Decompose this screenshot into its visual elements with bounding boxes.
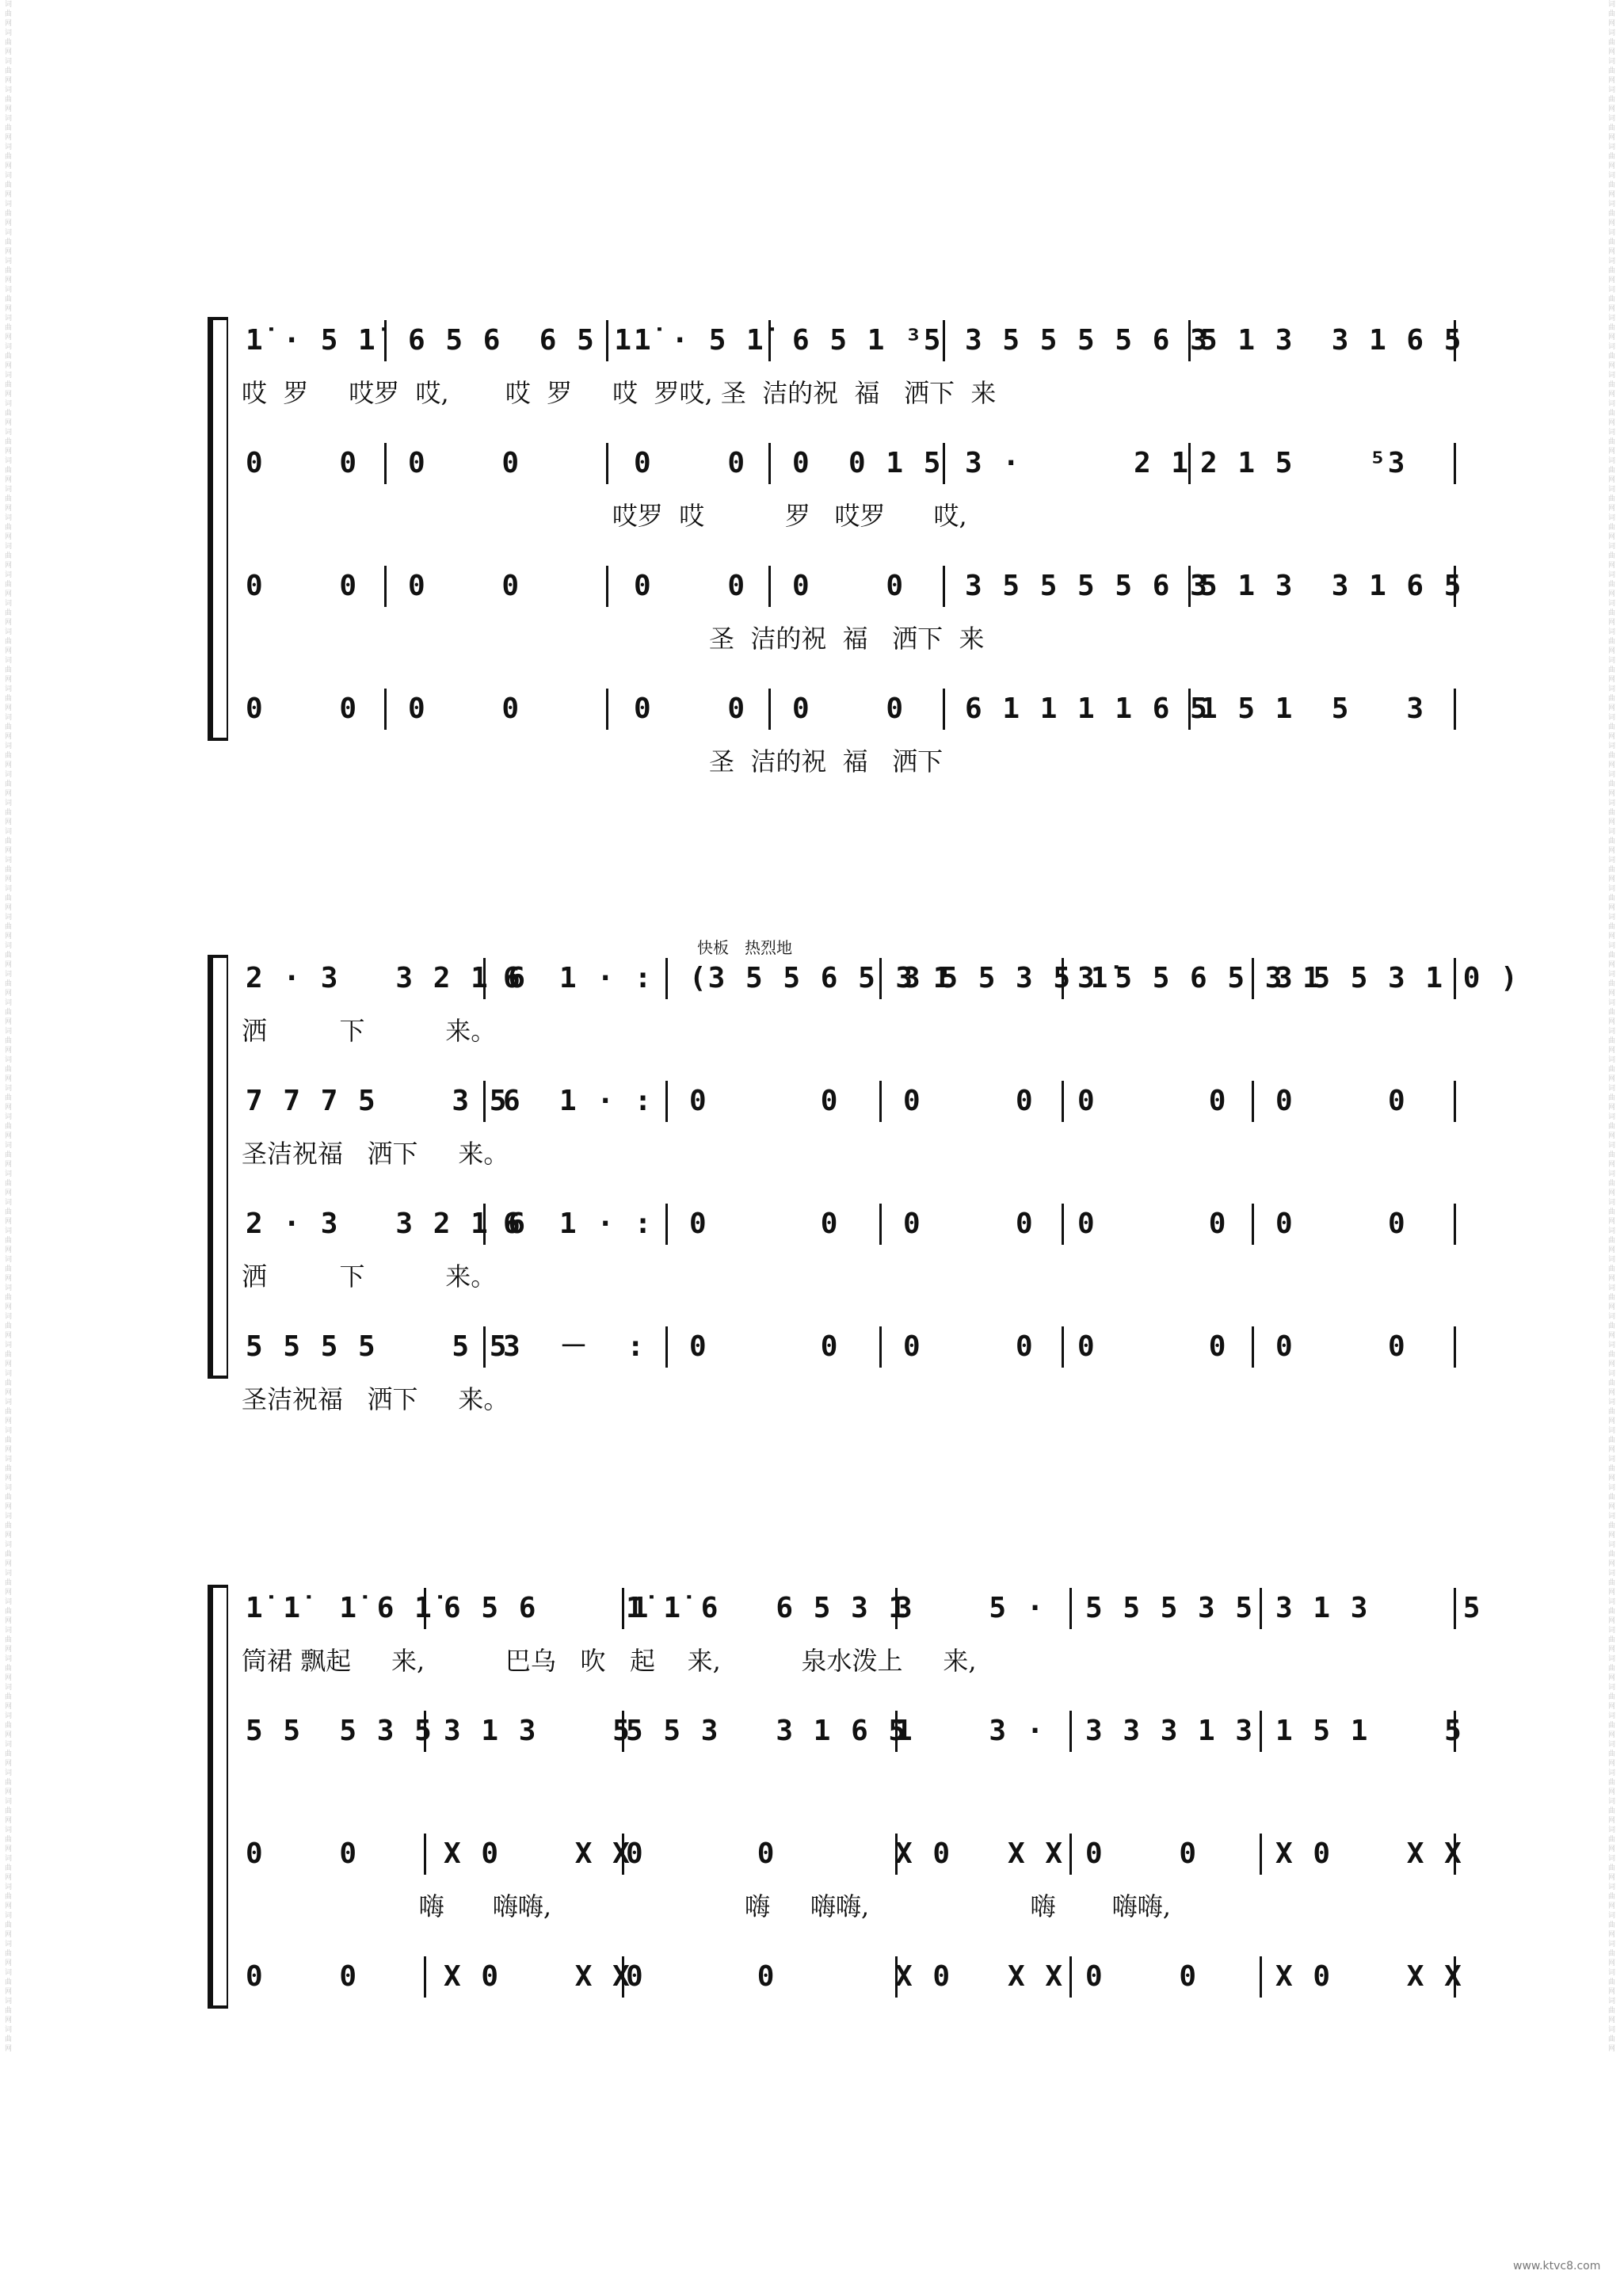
measure-notes: 0 0: [1077, 1208, 1228, 1240]
lyrics-line: 圣 洁的祝 福 洒下 来: [242, 624, 985, 654]
barline: [1062, 1326, 1064, 1368]
barline: [1252, 1326, 1254, 1368]
measure-notes: 5 1 3 3 1 6 5: [1200, 570, 1463, 602]
barline: [1260, 1834, 1262, 1875]
measure-notes: 3 1 3 5: [444, 1715, 631, 1747]
barline: [483, 1204, 486, 1245]
barline: [384, 320, 387, 361]
barline: [1188, 689, 1191, 730]
measure-notes: 2 · 3 3 2 1 6: [246, 1208, 528, 1240]
measure-notes: 0 0: [792, 693, 905, 725]
barline: [1454, 1326, 1456, 1368]
barline: [879, 1326, 882, 1368]
measure-notes: 0 0: [246, 447, 359, 479]
barline: [606, 566, 608, 607]
lyrics-line: 嗨 嗨嗨, 嗨 嗨嗨, 嗨 嗨嗨,: [242, 1891, 1171, 1921]
measure-notes: 0 0: [634, 693, 747, 725]
barline: [1454, 320, 1456, 361]
measure-notes: X 0 X X: [1275, 1837, 1463, 1870]
barline: [1454, 1711, 1456, 1752]
lyrics-line: 圣洁祝福 洒下 来。: [242, 1139, 509, 1169]
score-system: [0, 325, 1624, 816]
measure-notes: 1 3 ·: [895, 1715, 1046, 1747]
measure-notes: 6 5 6 1: [444, 1592, 650, 1624]
barline: [424, 1588, 426, 1629]
measure-notes: 1̇ 1̇ 1̇ 6 1̇: [246, 1592, 433, 1624]
barline: [1062, 1081, 1064, 1122]
barline: [483, 958, 486, 999]
barline: [1454, 1588, 1456, 1629]
measure-notes: 5 5 5 3 5: [1085, 1592, 1255, 1624]
measure-notes: 3 － :: [503, 1330, 646, 1363]
measure-notes: 1̇ · 5 1̇: [246, 324, 377, 357]
measure-notes: 3 1 3 5: [1275, 1592, 1482, 1624]
measure-notes: X 0 X X: [895, 1960, 1065, 1993]
barline: [384, 689, 387, 730]
measure-notes: 6 1 · :: [503, 1208, 654, 1240]
lyrics-line: 哎罗 哎 罗 哎罗 哎,: [242, 501, 967, 531]
measure-notes: 0 0: [903, 1085, 1035, 1117]
site-watermark-logo: www.ktvc8.com: [1513, 2260, 1601, 2272]
barline: [1454, 1956, 1456, 1998]
barline: [384, 443, 387, 484]
measure-notes: 6 1 · :: [503, 1085, 654, 1117]
measure-notes: X 0 X X: [444, 1837, 631, 1870]
barline: [622, 1588, 624, 1629]
lyrics-line: 哎 罗 哎罗 哎, 哎 罗 哎 罗哎, 圣 洁的祝 福 洒下 来: [242, 378, 997, 408]
measure-notes: 0 0: [626, 1960, 776, 1993]
measure-notes: 5 5 5 3 5: [246, 1715, 433, 1747]
score-system: [0, 963, 1624, 1454]
barline: [424, 1711, 426, 1752]
measure-notes: 6 5 1 ³5: [792, 324, 943, 357]
system-bracket-line: [227, 1585, 228, 2009]
barline: [424, 1834, 426, 1875]
barline: [943, 689, 945, 730]
measure-notes: 1̇ · 5 1̇: [634, 324, 765, 357]
barline: [1069, 1956, 1072, 1998]
measure-notes: 0 0: [689, 1208, 840, 1240]
barline: [384, 566, 387, 607]
measure-notes: 1 5 1 5: [1275, 1715, 1463, 1747]
measure-notes: 0 0: [1275, 1085, 1407, 1117]
barline: [1454, 443, 1456, 484]
measure-notes: 5 5 5 5 5 5: [246, 1330, 509, 1363]
barline: [1252, 958, 1254, 999]
barline: [879, 1204, 882, 1245]
measure-notes: 0 0 1 5: [792, 447, 943, 479]
measure-notes: 0 0: [689, 1330, 840, 1363]
measure-notes: 1̇ 1̇ 6 6 5 3 1: [626, 1592, 908, 1624]
barline: [943, 566, 945, 607]
barline: [1069, 1711, 1072, 1752]
measure-notes: 0 0: [246, 693, 359, 725]
side-watermark-left: 词曲网词曲网词曲网词曲网词曲网词曲网词曲网词曲网词曲网词曲网词曲网词曲网词曲网词曲网词曲网词曲网词曲网词曲网词曲网词曲网词曲网词曲网词曲网词曲网词曲网词曲网词曲网词曲网词曲网词曲网词曲网词曲网词曲网词曲网词曲网词曲网词曲网词曲网词曲网词曲网词曲网词曲网词曲网词曲网词曲网词曲网词曲网词曲网词曲网词曲网词曲网词曲网词曲网词曲网词曲网词曲网词曲网词曲网词曲网词曲网词曲网词曲网词曲网词曲网词曲网词曲网词曲网词曲网词曲网词曲网词曲网词曲网: [5, 1, 13, 2053]
barline: [1454, 689, 1456, 730]
barline: [1454, 1834, 1456, 1875]
measure-notes: 0 0: [634, 447, 747, 479]
barline: [1454, 1204, 1456, 1245]
barline: [665, 958, 668, 999]
measure-notes: 3 5 5 3 5 1̇: [903, 962, 1110, 994]
barline: [665, 1204, 668, 1245]
system-bracket: [208, 1585, 224, 2009]
barline: [768, 566, 771, 607]
measure-notes: 6 1 · :: [503, 962, 654, 994]
measure-notes: 0 0: [408, 570, 521, 602]
measure-notes: 0 0: [903, 1330, 1035, 1363]
measure-notes: 3 · 2 1: [965, 447, 1191, 479]
measure-notes: 1 5 1 5 3: [1200, 693, 1426, 725]
barline: [665, 1326, 668, 1368]
lyrics-line: 洒 下 来。: [242, 1261, 497, 1292]
measure-notes: 3 5 5 6 5 3 1: [1077, 962, 1321, 994]
measure-notes: 6 5 6 6 5 1: [408, 324, 634, 357]
measure-notes: 0 0: [1077, 1330, 1228, 1363]
barline: [943, 320, 945, 361]
barline: [1062, 958, 1064, 999]
measure-notes: 7 7 7 5 3 5: [246, 1085, 509, 1117]
measure-notes: X 0 X X: [1275, 1960, 1463, 1993]
barline: [943, 443, 945, 484]
barline: [424, 1956, 426, 1998]
barline: [1062, 1204, 1064, 1245]
barline: [1252, 1204, 1254, 1245]
tempo-marking: 快板 热烈地: [697, 938, 792, 957]
measure-notes: 0 0: [1085, 1960, 1199, 1993]
measure-notes: 0 0: [408, 693, 521, 725]
barline: [879, 1081, 882, 1122]
lyrics-line: 圣 洁的祝 福 洒下: [242, 746, 944, 777]
measure-notes: 3 5 5 5 5 6 3: [965, 324, 1209, 357]
measure-notes: 0 0: [1077, 1085, 1228, 1117]
barline: [768, 320, 771, 361]
barline: [1454, 566, 1456, 607]
measure-notes: 0 0: [903, 1208, 1035, 1240]
barline: [879, 958, 882, 999]
measure-notes: 0 0: [246, 1837, 359, 1870]
barline: [483, 1326, 486, 1368]
barline: [768, 443, 771, 484]
barline: [1188, 443, 1191, 484]
measure-notes: 0 0: [1085, 1837, 1199, 1870]
measure-notes: 0 0: [626, 1837, 776, 1870]
measure-notes: 0 0: [1275, 1208, 1407, 1240]
barline: [1188, 320, 1191, 361]
barline: [606, 320, 608, 361]
barline: [1069, 1588, 1072, 1629]
system-bracket-line: [227, 955, 228, 1379]
system-bracket: [208, 955, 224, 1379]
barline: [1069, 1834, 1072, 1875]
measure-notes: 3 5 ·: [895, 1592, 1046, 1624]
measure-notes: 3 5 5 3 1 0 ): [1275, 962, 1519, 994]
measure-notes: 0 0: [689, 1085, 840, 1117]
barline: [768, 689, 771, 730]
barline: [1260, 1956, 1262, 1998]
barline: [622, 1834, 624, 1875]
measure-notes: 5 5 3 3 1 6 5: [626, 1715, 908, 1747]
barline: [483, 1081, 486, 1122]
lyrics-line: 筒裙 飘起 来, 巴乌 吹 起 来, 泉水泼上 来,: [242, 1646, 977, 1676]
barline: [622, 1711, 624, 1752]
measure-notes: 0 0: [1275, 1330, 1407, 1363]
measure-notes: X 0 X X: [444, 1960, 631, 1993]
measure-notes: X 0 X X: [895, 1837, 1065, 1870]
measure-notes: 0 0: [246, 570, 359, 602]
barline: [1252, 1081, 1254, 1122]
barline: [1454, 958, 1456, 999]
measure-notes: 0 0: [408, 447, 521, 479]
barline: [622, 1956, 624, 1998]
score-system: [0, 1593, 1624, 2084]
measure-notes: 0 0: [246, 1960, 359, 1993]
measure-notes: 0 0: [792, 570, 905, 602]
barline: [1454, 1081, 1456, 1122]
lyrics-line: 圣洁祝福 洒下 来。: [242, 1384, 509, 1414]
barline: [1188, 566, 1191, 607]
barline: [665, 1081, 668, 1122]
measure-notes: 0 0: [634, 570, 747, 602]
measure-notes: (3 5 5 6 5 3 1: [689, 962, 952, 994]
measure-notes: 2 1 5 ⁵3: [1200, 447, 1407, 479]
measure-notes: 3 3 3 1 3: [1085, 1715, 1255, 1747]
measure-notes: 3 5 5 5 5 6 3: [965, 570, 1209, 602]
barline: [1260, 1711, 1262, 1752]
side-watermark-right: 词曲网词曲网词曲网词曲网词曲网词曲网词曲网词曲网词曲网词曲网词曲网词曲网词曲网词曲网词曲网词曲网词曲网词曲网词曲网词曲网词曲网词曲网词曲网词曲网词曲网词曲网词曲网词曲网词曲网词曲网词曲网词曲网词曲网词曲网词曲网词曲网词曲网词曲网词曲网词曲网词曲网词曲网词曲网词曲网词曲网词曲网词曲网词曲网词曲网词曲网词曲网词曲网词曲网词曲网词曲网词曲网词曲网词曲网词曲网词曲网词曲网词曲网词曲网词曲网词曲网词曲网词曲网词曲网词曲网词曲网词曲网词曲网: [1608, 1, 1616, 2053]
system-bracket-line: [227, 317, 228, 741]
barline: [1260, 1588, 1262, 1629]
system-bracket: [208, 317, 224, 741]
lyrics-line: 洒 下 来。: [242, 1016, 497, 1046]
barline: [606, 443, 608, 484]
measure-notes: 5 1 3 3 1 6 5: [1200, 324, 1463, 357]
measure-notes: 6 1 1 1 1 6 5: [965, 693, 1209, 725]
barline: [606, 689, 608, 730]
measure-notes: 2 · 3 3 2 1 6: [246, 962, 528, 994]
